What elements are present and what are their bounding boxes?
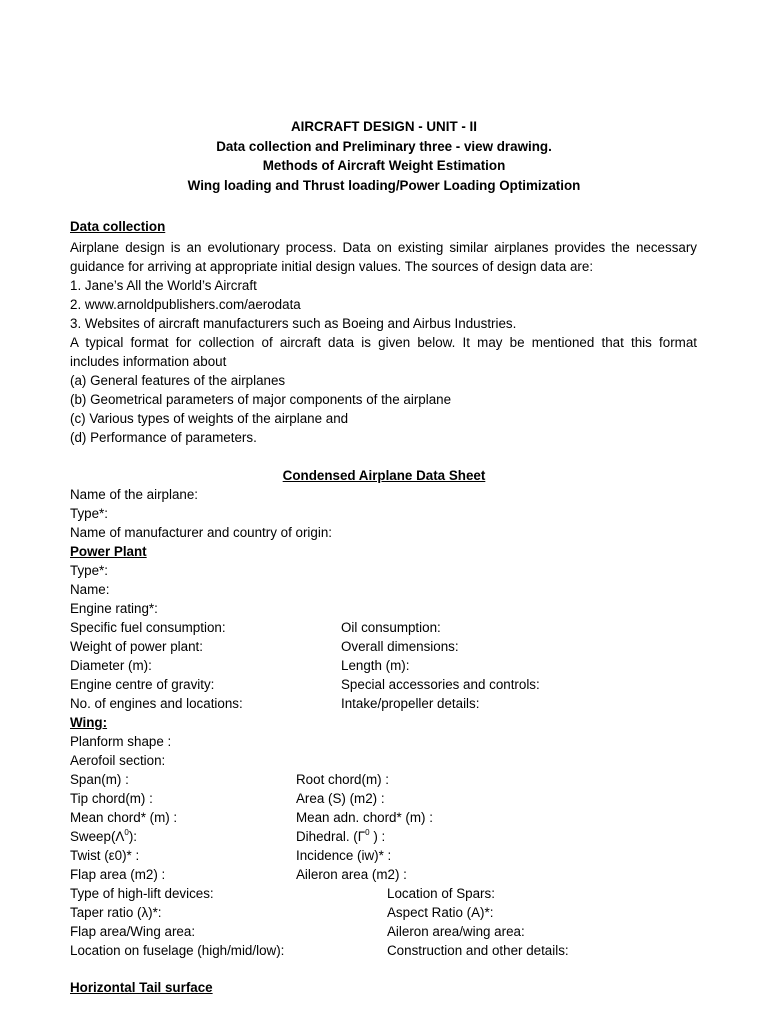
document-header	[0, 117, 768, 195]
degree-superscript: 0	[124, 828, 129, 837]
field-label: Aerofoil section:	[70, 753, 166, 768]
field-label: Mean chord* (m) :	[70, 810, 178, 825]
field-label: Engine rating*:	[70, 601, 158, 616]
degree-superscript: 0	[365, 828, 370, 837]
list-item: 1. Jane’s All the World’s Aircraft	[70, 278, 257, 293]
field-label: Flap area (m2) :	[70, 867, 166, 882]
field-label: Location on fuselage (high/mid/low):	[70, 943, 285, 958]
section-heading-data-collection: Data collection	[70, 219, 166, 234]
field-label: Special accessories and controls:	[341, 677, 540, 692]
field-label: Span(m) :	[70, 772, 129, 787]
section-heading-wing: Wing:	[70, 715, 108, 730]
document-subtitle-1: Data collection and Preliminary three - view drawing.	[216, 138, 552, 154]
field-label: Area (S) (m2) :	[296, 791, 385, 806]
field-label: Weight of power plant:	[70, 639, 203, 654]
dihedral-label: Dihedral. (Γ	[296, 829, 366, 844]
field-label: Length (m):	[341, 658, 410, 673]
section-heading-horizontal-tail: Horizontal Tail surface	[70, 980, 213, 995]
field-label: Aspect Ratio (A)*:	[387, 905, 494, 920]
field-label: Flap area/Wing area:	[70, 924, 196, 939]
field-label: Name:	[70, 582, 110, 597]
document-subtitle-2: Methods of Aircraft Weight Estimation	[262, 158, 506, 173]
field-label-sweep	[70, 827, 137, 846]
sweep-label-end: ):	[128, 829, 137, 844]
list-item: 2. www.arnoldpublishers.com/aerodata	[70, 297, 301, 312]
data-sheet-title: Condensed Airplane Data Sheet	[282, 468, 486, 483]
paragraph-line: Airplane design is an evolutionary process. Data on existing similar airplanes provides the necessary	[70, 240, 697, 255]
paragraph-line: guidance for arriving at appropriate initial design values. The sources of design data are:	[70, 259, 594, 274]
field-label: Aileron area (m2) :	[296, 867, 407, 882]
field-label: Name of the airplane:	[70, 487, 199, 502]
field-label: Taper ratio (λ)*:	[70, 905, 162, 920]
dihedral-label-end: ) :	[369, 829, 386, 844]
field-label: Intake/propeller details:	[341, 696, 480, 711]
field-label: Incidence (iw)* :	[296, 848, 392, 863]
field-label: Type*:	[70, 563, 108, 578]
list-item: 3. Websites of aircraft manufacturers such as Boeing and Airbus Industries.	[70, 316, 517, 331]
field-label: Aileron area/wing area:	[387, 924, 525, 939]
document-subtitle-3: Wing loading and Thrust loading/Power Loading Optimization	[187, 177, 581, 193]
field-label: No. of engines and locations:	[70, 696, 243, 711]
field-label: Construction and other details:	[387, 943, 569, 958]
field-label: Name of manufacturer and country of origin:	[70, 525, 332, 540]
field-label-dihedral	[296, 827, 385, 846]
field-label: Tip chord(m) :	[70, 791, 153, 806]
document-title: AIRCRAFT DESIGN - UNIT - II	[291, 119, 477, 134]
field-label: Diameter (m):	[70, 658, 152, 673]
field-label: Oil consumption:	[341, 620, 441, 635]
paragraph-line: A typical format for collection of aircraft data is given below. It may be mentioned that this format	[70, 335, 697, 350]
field-label: Specific fuel consumption:	[70, 620, 226, 635]
paragraph-line: includes information about	[70, 354, 227, 369]
field-label: Type*:	[70, 506, 108, 521]
sweep-label: Sweep(Λ	[70, 829, 125, 844]
list-item: (c) Various types of weights of the airplane and	[70, 411, 349, 426]
field-label: Planform shape :	[70, 734, 172, 749]
field-label: Location of Spars:	[387, 886, 495, 901]
list-item: (b) Geometrical parameters of major components of the airplane	[70, 392, 452, 407]
field-label: Twist (ε0)* :	[70, 848, 140, 863]
list-item: (a) General features of the airplanes	[70, 373, 286, 388]
section-heading-power-plant: Power Plant	[70, 544, 147, 559]
list-item: (d) Performance of parameters.	[70, 430, 257, 445]
field-label: Root chord(m) :	[296, 772, 390, 787]
field-label: Mean adn. chord* (m) :	[296, 810, 433, 825]
field-label: Type of high-lift devices:	[70, 886, 214, 901]
field-label: Engine centre of gravity:	[70, 677, 215, 692]
field-label: Overall dimensions:	[341, 639, 459, 654]
